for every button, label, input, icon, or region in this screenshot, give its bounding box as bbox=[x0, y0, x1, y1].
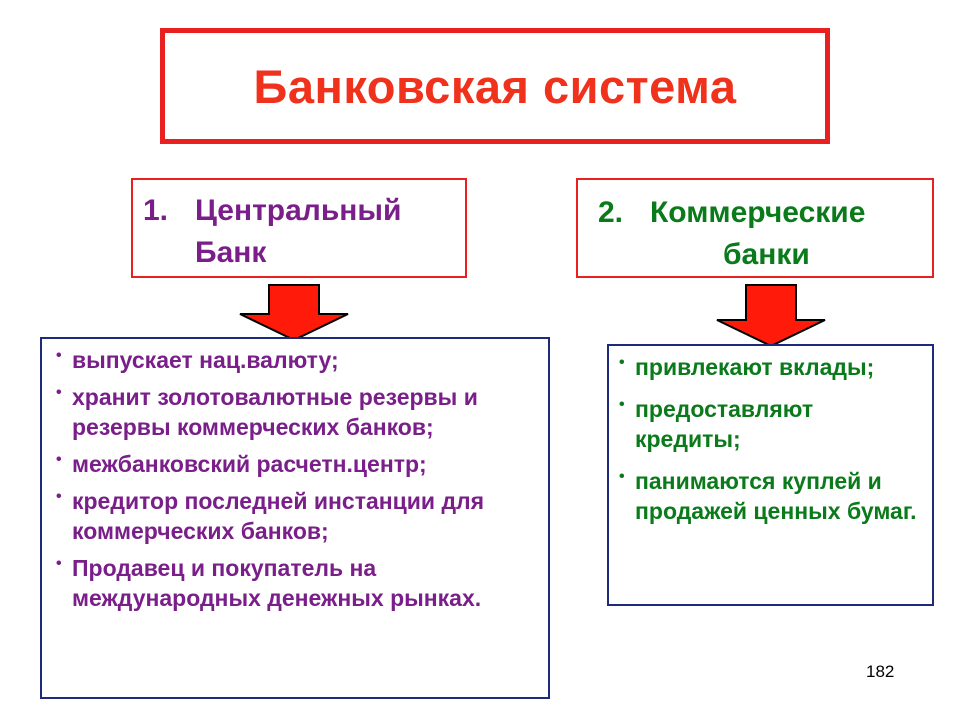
bullet-icon: • bbox=[56, 347, 62, 364]
central-bank-line2: Банк bbox=[195, 236, 267, 269]
central-bank-number: 1. bbox=[143, 194, 169, 227]
list-item: • панимаются куплей и продажей ценных бумаг. bbox=[619, 468, 917, 524]
bullet-icon: • bbox=[56, 555, 62, 572]
central-bank-line1: Центральный bbox=[195, 194, 402, 227]
central-bank-box bbox=[131, 178, 467, 278]
list-item: • привлекают вклады; bbox=[619, 354, 875, 380]
bullet-icon: • bbox=[56, 451, 62, 468]
bullet-icon: • bbox=[56, 488, 62, 505]
commercial-banks-box bbox=[576, 178, 934, 278]
list-item: • межбанковский расчетн.центр; bbox=[56, 451, 427, 477]
commercial-banks-functions-box bbox=[607, 344, 934, 606]
bullet-icon: • bbox=[619, 396, 625, 413]
central-bank-functions-box bbox=[40, 337, 550, 699]
list-item: • хранит золотовалютные резервы и резервы коммерческих банков; bbox=[56, 384, 478, 440]
commercial-banks-functions-list bbox=[619, 352, 922, 526]
list-item: • предоставляют кредиты; bbox=[619, 396, 814, 452]
list-item: • кредитор последней инстанции для коммерческих банков; bbox=[56, 488, 485, 544]
central-bank-functions-list bbox=[56, 345, 538, 613]
down-arrow-icon bbox=[715, 284, 827, 348]
title-box bbox=[160, 28, 830, 144]
page-number: 182 bbox=[866, 662, 895, 681]
commercial-banks-line1: Коммерческие bbox=[650, 196, 866, 229]
bullet-icon: • bbox=[619, 468, 625, 485]
down-arrow-icon bbox=[238, 284, 350, 342]
list-item: • выпускает нац.валюту; bbox=[56, 347, 339, 373]
bullet-icon: • bbox=[619, 354, 625, 371]
commercial-banks-number: 2. bbox=[598, 196, 624, 229]
commercial-banks-heading bbox=[578, 180, 932, 234]
commercial-banks-line2: банки bbox=[723, 238, 810, 271]
page-title: Банковская система bbox=[253, 59, 737, 113]
central-bank-heading bbox=[133, 180, 465, 232]
bullet-icon: • bbox=[56, 384, 62, 401]
list-item: • Продавец и покупатель на международных денежных рынках. bbox=[56, 555, 482, 611]
